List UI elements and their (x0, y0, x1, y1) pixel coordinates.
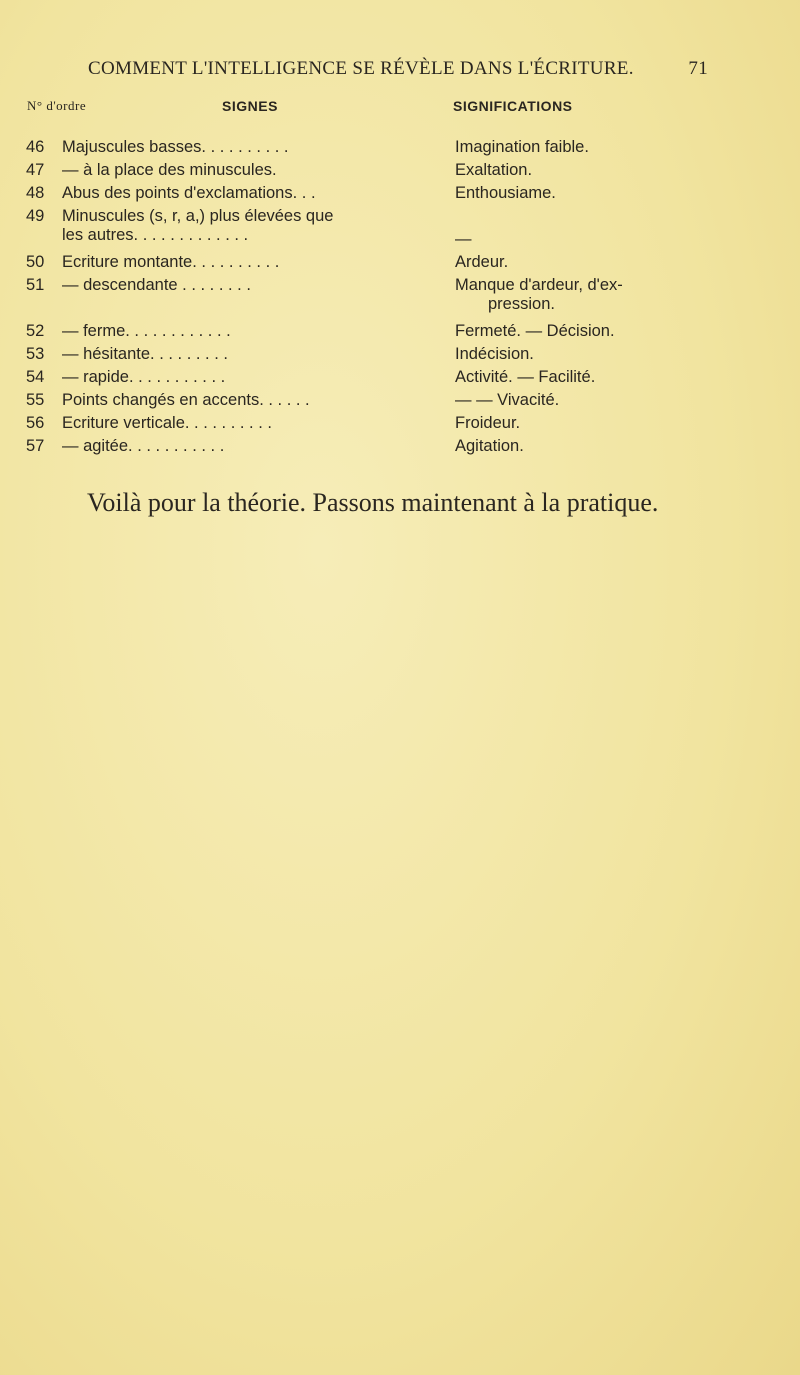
table-row (0, 184, 800, 207)
table-row (0, 391, 800, 414)
row-meaning (455, 161, 755, 180)
table-row (0, 253, 800, 276)
row-meaning (455, 184, 755, 203)
table-row (0, 322, 800, 345)
row-sign-text: Ecriture montante. . . . . . . . . . (62, 253, 280, 271)
row-meaning-text: — — Vivacité. (455, 391, 560, 409)
row-sign-text: Abus des points d'exclamations. . . (62, 184, 316, 202)
column-header-number: N° d'ordre (27, 98, 87, 113)
row-number: 49 (26, 207, 45, 225)
table-row (0, 414, 800, 437)
row-sign (62, 345, 430, 364)
column-header-meanings: SIGNIFICATIONS (453, 98, 573, 114)
row-sign (62, 184, 430, 203)
row-meaning-text: Activité. — Facilité. (455, 368, 596, 386)
row-sign (62, 414, 430, 433)
table-row (0, 138, 800, 161)
row-sign (62, 322, 430, 341)
row-sign-text: Majuscules basses. . . . . . . . . . (62, 138, 289, 156)
row-meaning-text: Agitation. (455, 437, 524, 455)
row-meaning (455, 437, 755, 456)
table-row (0, 207, 800, 253)
table-row (0, 368, 800, 391)
row-number: 55 (26, 391, 45, 409)
row-sign (62, 207, 430, 245)
row-number: 57 (26, 437, 45, 455)
row-sign-text: Ecriture verticale. . . . . . . . . . (62, 414, 272, 432)
table-row (0, 345, 800, 368)
row-sign (62, 368, 430, 387)
table-row (0, 276, 800, 322)
row-sign-text: — agitée. . . . . . . . . . . (62, 437, 225, 455)
signs-table (0, 138, 800, 460)
row-meaning (455, 345, 755, 364)
row-sign-text: Points changés en accents. . . . . . (62, 391, 310, 409)
row-meaning (455, 138, 755, 157)
row-sign (62, 391, 430, 410)
row-meaning-continuation: pression. (488, 295, 555, 313)
row-meaning (455, 207, 755, 249)
row-sign-text: — ferme. . . . . . . . . . . . (62, 322, 231, 340)
running-head (88, 58, 718, 80)
row-number: 56 (26, 414, 45, 432)
row-number: 47 (26, 161, 45, 179)
row-sign (62, 138, 430, 157)
row-meaning (455, 414, 755, 433)
row-sign-text: — descendante . . . . . . . . (62, 276, 251, 294)
row-number: 50 (26, 253, 45, 271)
row-number: 46 (26, 138, 45, 156)
running-head-title: COMMENT L'INTELLIGENCE SE RÉVÈLE DANS L'ÉCRITURE. (88, 58, 634, 79)
row-meaning (455, 368, 755, 387)
row-number: 53 (26, 345, 45, 363)
row-sign-text: — hésitante. . . . . . . . . (62, 345, 228, 363)
row-meaning-text: Imagination faible. (455, 138, 589, 156)
row-meaning-text: Ardeur. (455, 253, 509, 271)
row-meaning-text: Exaltation. (455, 161, 533, 179)
row-number: 51 (26, 276, 45, 294)
row-meaning (455, 253, 755, 272)
row-sign-text: Minuscules (s, r, a,) plus élevées que (62, 207, 334, 225)
row-meaning (455, 322, 755, 341)
row-sign (62, 437, 430, 456)
row-number: 52 (26, 322, 45, 340)
row-sign (62, 253, 430, 272)
row-sign-text: — rapide. . . . . . . . . . . (62, 368, 226, 386)
row-meaning-text: Manque d'ardeur, d'ex- (455, 276, 623, 294)
row-sign-text: — à la place des minuscules. (62, 161, 277, 179)
row-meaning-continuation: — (455, 230, 472, 248)
row-sign (62, 161, 430, 180)
row-sign (62, 276, 430, 295)
row-number: 48 (26, 184, 45, 202)
row-meaning-text: Froideur. (455, 414, 521, 432)
row-meaning (455, 276, 755, 314)
page-number: 71 (688, 58, 708, 79)
row-meaning (455, 391, 755, 410)
closing-sentence: Voilà pour la théorie. Passons maintenant à la pratique. (87, 488, 659, 517)
row-sign-continuation: les autres. . . . . . . . . . . . . (62, 226, 249, 244)
table-row (0, 161, 800, 184)
row-meaning-text: Indécision. (455, 345, 534, 363)
row-number: 54 (26, 368, 45, 386)
row-meaning-text: Fermeté. — Décision. (455, 322, 615, 340)
row-meaning-text: Enthousiame. (455, 184, 556, 202)
table-row (0, 437, 800, 460)
column-header-signs: SIGNES (222, 98, 278, 114)
